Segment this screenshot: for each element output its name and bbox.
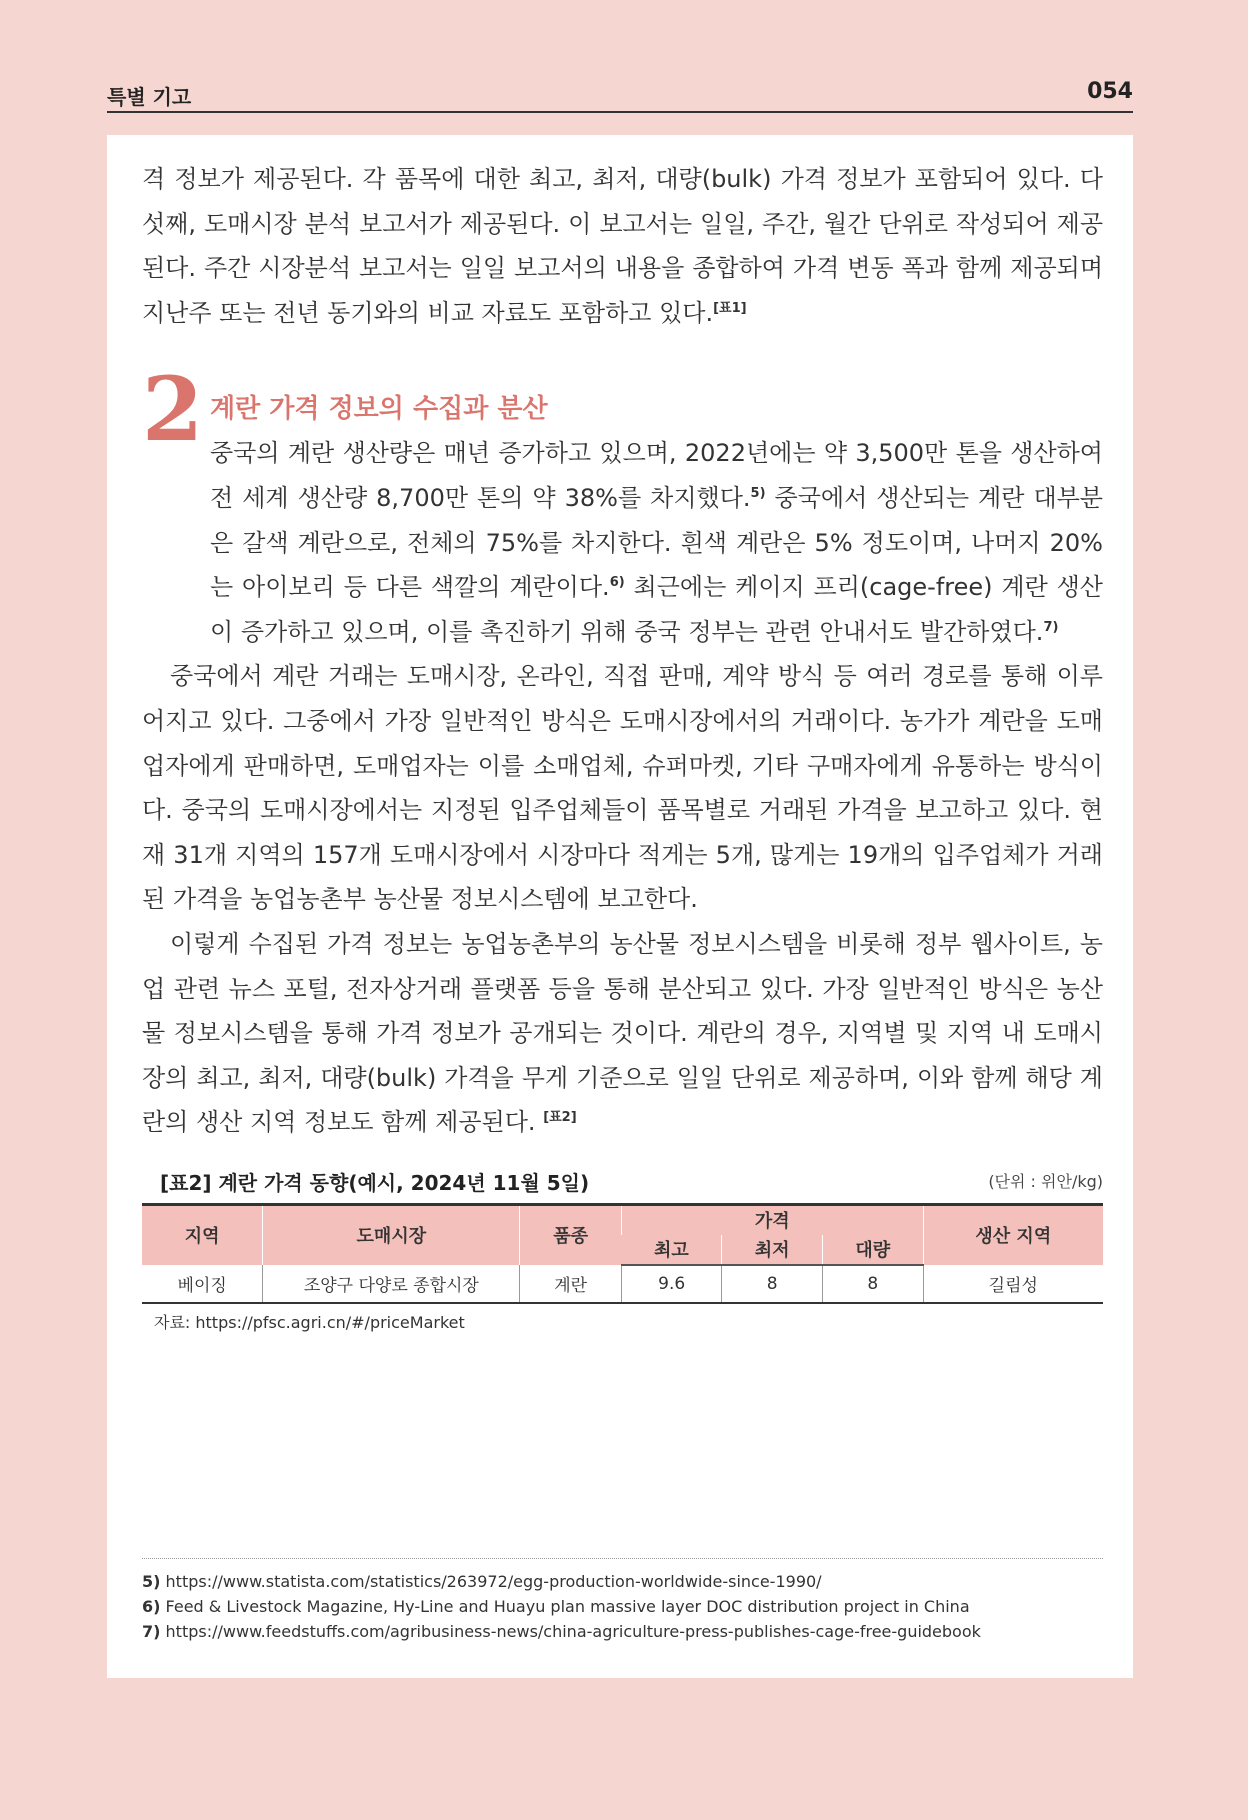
- para1-part1: 중국의 계란 생산량은 매년 증가하고 있으며, 2022년에는 약 3,500만 톤을 생산하여 전 세계 생산량 8,700만 톤의 약 38%를 차지했다.: [210, 439, 1103, 512]
- footnote-ref-7: 7): [1043, 619, 1059, 635]
- table1-ref: [표1]: [713, 300, 747, 316]
- page-header: [107, 77, 1133, 117]
- cell-high: 9.6: [622, 1265, 722, 1303]
- footnote-text: https://www.feedstuffs.com/agribusiness-news/china-agriculture-press-publishes-cage-free-guidebook: [160, 1622, 981, 1641]
- section-number: 2: [142, 357, 204, 462]
- col-price: 가격: [622, 1204, 924, 1235]
- section2-paragraph-3: [142, 922, 1103, 1145]
- table-row: [142, 1265, 1103, 1303]
- header-rule: [107, 111, 1133, 113]
- intro-paragraph: [142, 157, 1103, 335]
- footnote-text: Feed & Livestock Magazine, Hy-Line and Huayu plan massive layer DOC distribution project in China: [160, 1597, 970, 1616]
- cell-region: 베이징: [142, 1265, 263, 1303]
- footnote-number: 5): [142, 1572, 161, 1591]
- footnote-ref-5: 5): [750, 485, 766, 501]
- cell-low: 8: [722, 1265, 823, 1303]
- footnote-7: [142, 1619, 1103, 1644]
- footnote-6: [142, 1594, 1103, 1619]
- cell-variety: 계란: [520, 1265, 622, 1303]
- table-title: [표2] 계란 가격 동향(예시, 2024년 11월 5일): [160, 1170, 590, 1195]
- col-variety: 품종: [520, 1204, 622, 1265]
- table2-ref: [표2]: [543, 1110, 577, 1126]
- footnote-number: 6): [142, 1597, 161, 1616]
- cell-origin: 길림성: [923, 1265, 1103, 1303]
- footnote-number: 7): [142, 1622, 161, 1641]
- para1-part2: 중국에서 생산되는 계란 대부분은 갈색 계란으로, 전체의 75%를 차지한다. 흰색 계란은 5% 정도이며, 나머지 20%는 아이보리 등 다른 색깔의 계란이다.: [210, 483, 1103, 602]
- cell-bulk: 8: [822, 1265, 923, 1303]
- col-origin: 생산 지역: [923, 1204, 1103, 1265]
- section-2: [142, 357, 1103, 1145]
- footnote-5: [142, 1569, 1103, 1594]
- price-table: [142, 1203, 1103, 1304]
- cell-market: 조양구 다양로 종합시장: [263, 1265, 520, 1303]
- table-unit: (단위 : 위안/kg): [988, 1171, 1103, 1191]
- footnotes: [142, 1558, 1103, 1644]
- section2-paragraph-2: 중국에서 계란 거래는 도매시장, 온라인, 직접 판매, 계약 방식 등 여러 경로를 통해 이루어지고 있다. 그중에서 가장 일반적인 방식은 도매시장에서의 거래이다. 농가가 계란을 도매업자에게 판매하면, 도매업자는 이를 소매업체, 슈퍼마켓, 기타 구매자에게 유통하는 방식이다. 중국의 도매시장에서는 지정된 입주업체들이 품목별로 거래된 가격을 보고하고 있다. 현재 31개 지역의 157개 도매시장에서 시장마다 적게는 5개, 많게는 19개의 입주업체가 거래된 가격을 농업농촌부 농산물 정보시스템에 보고한다.: [142, 662, 1103, 914]
- footnote-text: https://www.statista.com/statistics/263972/egg-production-worldwide-since-1990/: [160, 1572, 822, 1591]
- intro-text: 격 정보가 제공된다. 각 품목에 대한 최고, 최저, 대량(bulk) 가격 정보가 포함되어 있다. 다섯째, 도매시장 분석 보고서가 제공된다. 이 보고서는 일일, 주간, 월간 단위로 작성되어 제공된다. 주간 시장분석 보고서는 일일 보고서의 내용을 종합하여 가격 변동 폭과 함께 제공되며 지난주 또는 전년 동기와의 비교 자료도 포함하고 있다.: [142, 165, 1103, 327]
- section-title: 계란 가격 정보의 수집과 분산: [210, 394, 548, 425]
- col-bulk: 대량: [822, 1235, 923, 1265]
- page-number: 054: [1087, 79, 1133, 104]
- table-source: 자료: https://pfsc.agri.cn/#/priceMarket: [154, 1312, 465, 1332]
- article-body: [142, 157, 1103, 1333]
- col-high: 최고: [622, 1235, 722, 1265]
- col-market: 도매시장: [263, 1204, 520, 1265]
- footnote-ref-6: 6): [609, 575, 625, 591]
- para3-text: 이렇게 수집된 가격 정보는 농업농촌부의 농산물 정보시스템을 비롯해 정부 웹사이트, 농업 관련 뉴스 포털, 전자상거래 플랫폼 등을 통해 분산되고 있다. 가장 일반적인 방식은 농산물 정보시스템을 통해 가격 정보가 공개되는 것이다. 계란의 경우, 지역별 및 지역 내 도매시장의 최고, 최저, 대량(bulk) 가격을 무게 기준으로 일일 단위로 제공하며, 이와 함께 해당 계란의 생산 지역 정보도 함께 제공된다.: [142, 929, 1103, 1137]
- col-region: 지역: [142, 1204, 263, 1265]
- section2-paragraph-1: [142, 431, 1103, 654]
- para1-part3: 최근에는 케이지 프리(cage-free) 계란 생산이 증가하고 있으며, 이를 촉진하기 위해 중국 정부는 관련 안내서도 발간하였다.: [210, 573, 1103, 646]
- table-caption: [142, 1163, 1103, 1199]
- col-low: 최저: [722, 1235, 823, 1265]
- price-table-block: [142, 1163, 1103, 1333]
- content-card: [107, 135, 1133, 1678]
- section-label: 특별 기고: [107, 85, 192, 109]
